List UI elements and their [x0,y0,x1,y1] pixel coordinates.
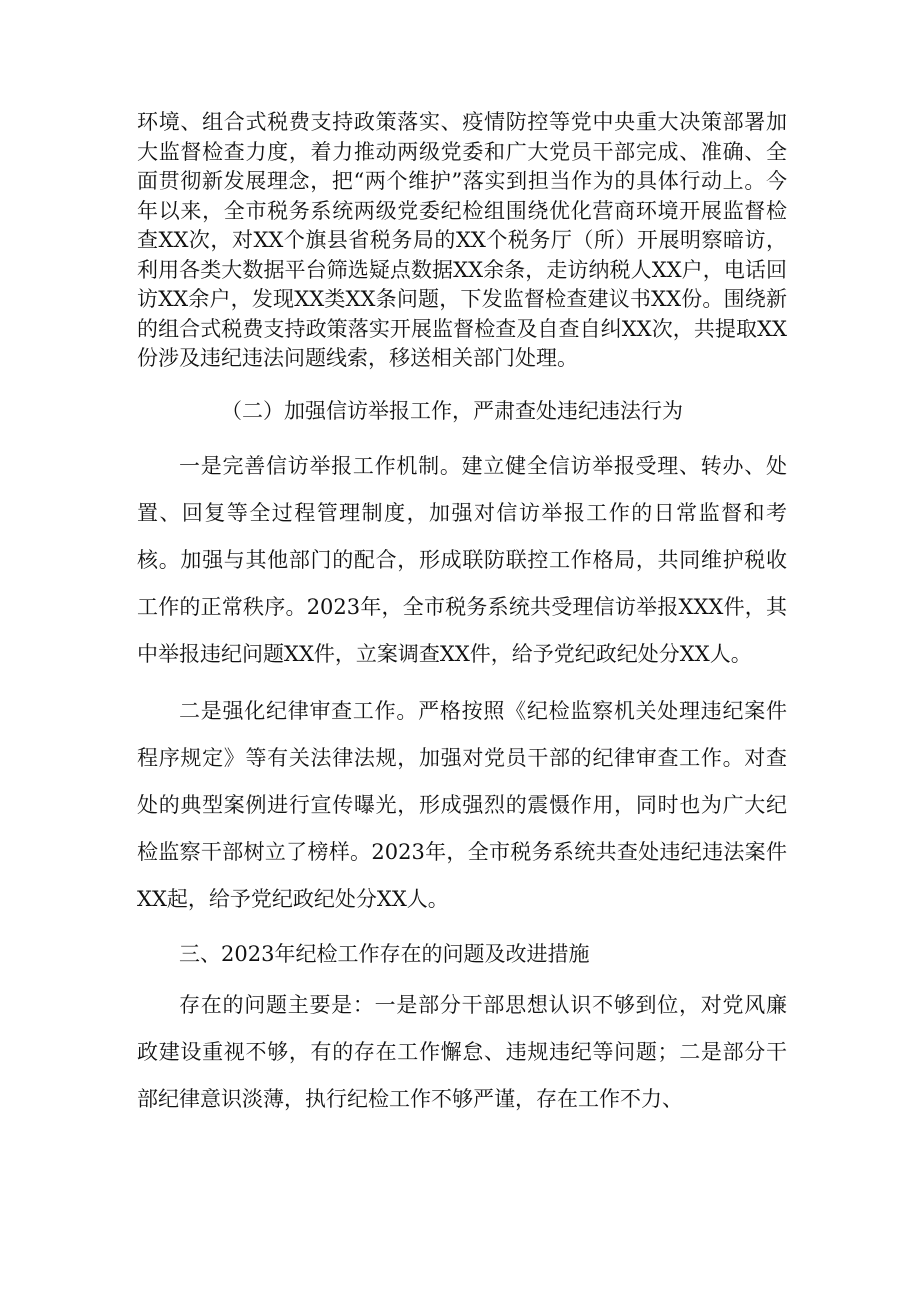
section-heading-problems: 三、2023年纪检工作存在的问题及改进措施 [179,941,590,966]
paragraph-problems: 存在的问题主要是：一是部分干部思想认识不够到位，对党风廉政建设重视不够，有的存在工作懈怠、违规违纪等问题；二是部分干部纪律意识淡薄，执行纪检工作不够严谨，存在工作不力、 [137,992,787,1111]
paragraph-supervision: 环境、组合式税费支持政策落实、疫情防控等党中央重大决策部署加大监督检查力度，着力推动两级党委和广大党员干部完成、准确、全面贯彻新发展理念，把“两个维护”落实到担当作为的具体行动上。今年以来，全市税务系统两级党委纪检组围绕优化营商环境开展监督检查XX次，对XX个旗县省税务局的XX个税务厅（所）开展明察暗访，利用各类大数据平台筛选疑点数据XX余条，走访纳税人XX户，电话回访XX余户，发现XX类XX条问题，下发监督检查建议书XX份。围绕新的组合式税费支持政策落实开展监督检查及自查自纠XX次，共提取XX份涉及违纪违法问题线索，移送相关部门处理。 [137,110,787,370]
paragraph-discipline-review: 二是强化纪律审查工作。严格按照《纪检监察机关处理违纪案件程序规定》等有关法律法规，加强对党员干部的纪律审查工作。对查处的典型案例进行宣传曝光，形成强烈的震慑作用，同时也为广大纪检监察干部树立了榜样。2023年，全市税务系统共查处违纪违法案件XX起，给予党纪政纪处分XX人。 [137,698,787,911]
document-page [137,108,787,1123]
paragraph-petition-mechanism: 一是完善信访举报工作机制。建立健全信访举报受理、转办、处置、回复等全过程管理制度，加强对信访举报工作的日常监督和考核。加强与其他部门的配合，形成联防联控工作格局，共同维护税收工作的正常秩序。2023年，全市税务系统共受理信访举报XXX件，其中举报违纪问题XX件，立案调查XX件，给予党纪政纪处分XX人。 [137,453,787,666]
section-heading-petition: （二）加强信访举报工作，严肃查处违纪违法行为 [221,398,683,423]
